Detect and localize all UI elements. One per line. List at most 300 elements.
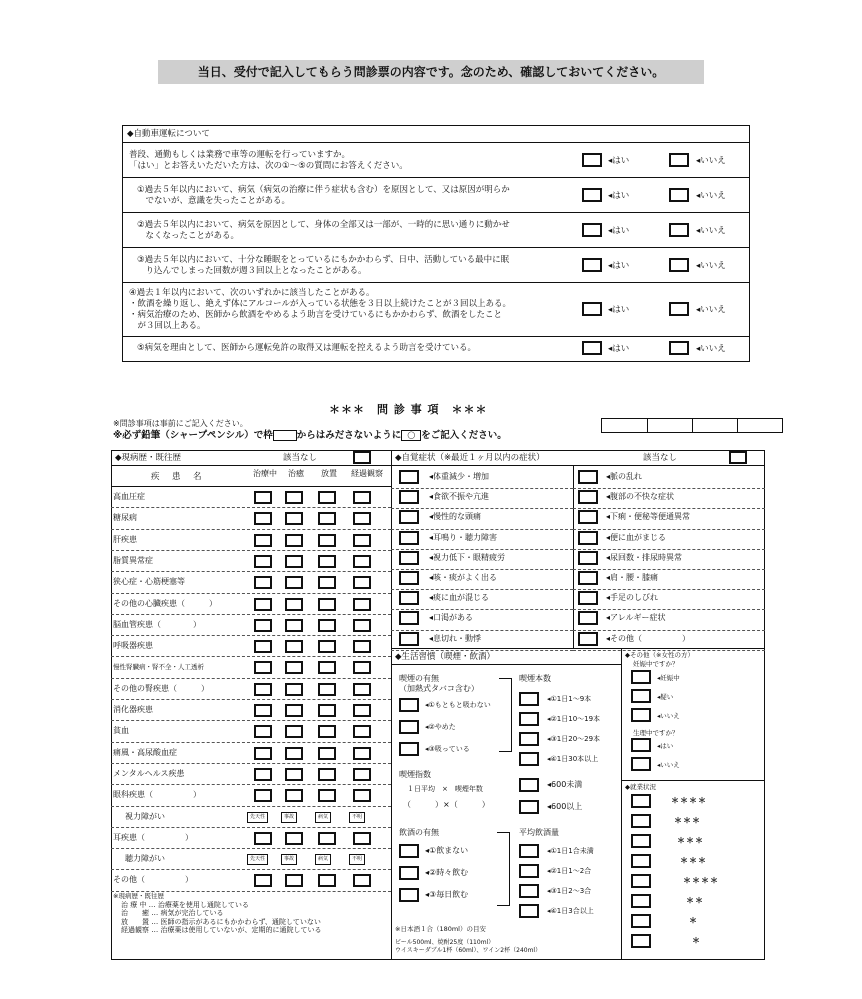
smoke-sub: （加熱式タバコ含む）: [399, 684, 479, 693]
driving-question: ③過去５年以内において、十分な睡眠をとっているにもかかわらず、日中、活動している最中に眠 り込んでしまった回数が週３回以上となったことがある。: [137, 254, 510, 276]
history-row-line: [111, 763, 391, 765]
disease-status-checkbox[interactable]: [353, 640, 371, 653]
symptom-row-line: [573, 589, 765, 591]
disease-status-checkbox[interactable]: [353, 768, 371, 781]
symptom-label: ◂慢性的な頭痛: [429, 512, 482, 522]
work-checkbox[interactable]: [631, 794, 651, 808]
id-divider: [647, 419, 648, 432]
disease-status-checkbox[interactable]: [318, 725, 336, 738]
driving-yes-checkbox[interactable]: [582, 153, 602, 167]
disease-status-checkbox[interactable]: [353, 747, 371, 760]
driving-question: ④過去１年以内において、次のいずれかに該当したことがある。 ・飲酒を繰り返し、絶えず体にアルコールが入っている状態を３日以上続けたことが３回以上ある。 ・病気治療のため、医師から飲酒をやめるよう助言を受けているにもかかわらず、飲酒をしたこと が３回以上ある。: [129, 288, 511, 331]
index-paren: （ ）×（ ）: [403, 800, 490, 809]
disease-status-checkbox[interactable]: [254, 874, 272, 887]
disease-status-checkbox[interactable]: [254, 789, 272, 802]
disease-name: 慢性腎臓病・腎不全・人工透析: [113, 663, 204, 672]
smoke-checkbox[interactable]: [399, 720, 419, 734]
symptom-row-line: [573, 630, 765, 632]
disease-status-checkbox[interactable]: [254, 747, 272, 760]
disease-status-checkbox[interactable]: [353, 555, 371, 568]
symptom-label: ◂食欲不振や亢進: [429, 492, 490, 502]
cause-option[interactable]: 病気: [315, 812, 331, 823]
drink-checkbox[interactable]: [399, 866, 419, 880]
disease-status-checkbox[interactable]: [318, 491, 336, 504]
col-divider: [391, 450, 392, 960]
driving-yes-checkbox[interactable]: [582, 223, 602, 237]
history-row-line: [111, 529, 391, 531]
history-row-line: [111, 720, 391, 722]
symptom-label: ◂アレルギー症状: [606, 613, 666, 623]
history-row-line: [111, 550, 391, 552]
symptom-checkbox[interactable]: [399, 490, 419, 504]
symptom-checkbox[interactable]: [399, 591, 419, 605]
symptom-bottom: [391, 648, 765, 649]
disease-status-checkbox[interactable]: [353, 619, 371, 632]
symptom-checkbox[interactable]: [578, 632, 598, 646]
disease-name: 呼吸器疾患: [113, 641, 153, 651]
disease-name: 狭心症・心筋梗塞等: [113, 577, 185, 587]
disease-name: 高血圧症: [113, 492, 145, 501]
amount-option: ◂③1日2～3合: [547, 887, 592, 895]
cause-option[interactable]: 先天性: [247, 854, 268, 865]
disease-status-checkbox[interactable]: [285, 874, 303, 887]
disease-status-checkbox[interactable]: [318, 747, 336, 760]
driving-section: [122, 125, 750, 362]
history-legend: [113, 892, 321, 935]
form-note-2b: からはみださないように: [296, 430, 402, 441]
driving-no-checkbox[interactable]: [669, 302, 689, 316]
index-formula: １日平均 × 喫煙年数: [407, 785, 483, 793]
disease-status-checkbox[interactable]: [318, 789, 336, 802]
legend-line: ※現病歴・既往歴: [113, 892, 164, 900]
work-checkbox[interactable]: [631, 854, 651, 868]
history-col-name: 疾 患 名: [151, 472, 204, 482]
history-row-line: [111, 869, 391, 871]
symptom-row-line: [573, 508, 765, 510]
smoke-option: ◂③吸っている: [425, 745, 470, 753]
work-option: ＊: [692, 936, 701, 945]
driving-yes-checkbox[interactable]: [582, 341, 602, 355]
symptom-label: ◂視力低下・眼精疲労: [429, 552, 506, 562]
disease-status-checkbox[interactable]: [318, 704, 336, 717]
disease-status-checkbox[interactable]: [285, 789, 303, 802]
disease-name: 脂質異常症: [113, 555, 153, 565]
work-checkbox[interactable]: [631, 934, 651, 948]
driving-yes-label: ◂はい: [608, 225, 630, 236]
disease-status-checkbox[interactable]: [353, 789, 371, 802]
disease-status-checkbox[interactable]: [285, 555, 303, 568]
form-note-1: ※問診事項は事前にご記入ください。: [113, 419, 248, 428]
amount-checkbox[interactable]: [519, 864, 539, 878]
disease-name: 痛風・高尿酸血症: [113, 747, 177, 757]
count-checkbox[interactable]: [519, 712, 539, 726]
symptom-label: ◂耳鳴り・聴力障害: [429, 532, 498, 542]
driving-yes-checkbox[interactable]: [582, 188, 602, 202]
cause-option[interactable]: 先天性: [247, 812, 268, 823]
index-title: 喫煙指数: [399, 770, 431, 779]
lifestyle-header: ◆生活習慣（喫煙・飲酒）: [395, 652, 496, 662]
driving-row: [123, 178, 749, 213]
disease-name: その他の心臓疾患（ ）: [113, 598, 217, 608]
disease-status-checkbox[interactable]: [285, 640, 303, 653]
drink-title: 飲酒の有無: [399, 828, 439, 837]
count-checkbox[interactable]: [519, 732, 539, 746]
disease-name: 糖尿病: [113, 513, 137, 523]
history-row-line: [111, 614, 391, 616]
work-header: ◆就業状況: [625, 783, 656, 791]
pregnancy-option: ◂妊娠中: [657, 674, 680, 682]
disease-status-checkbox[interactable]: [254, 640, 272, 653]
driving-question: 普段、通勤もしくは業務で車等の運転を行っていますか。 「はい」とお答えいただいた方は、次の①～⑤の質問にお答えください。: [129, 149, 408, 171]
pregnancy-option: ◂いいえ: [657, 712, 680, 720]
symptom-row-line: [573, 569, 765, 571]
count-title: 喫煙本数: [519, 674, 551, 683]
history-col-header: 経過観察: [351, 469, 383, 478]
history-row-line: [111, 593, 391, 595]
disease-status-checkbox[interactable]: [353, 491, 371, 504]
work-checkbox[interactable]: [631, 894, 651, 908]
symptom-checkbox[interactable]: [578, 611, 598, 625]
symptom-row-line: [573, 609, 765, 611]
symptom-label: ◂下痢・便秘等便通異常: [606, 512, 691, 522]
work-checkbox[interactable]: [631, 914, 651, 928]
symptom-checkbox[interactable]: [578, 470, 598, 484]
driving-yes-label: ◂はい: [608, 305, 630, 315]
work-option: ＊＊＊: [677, 836, 704, 845]
symptom-row-line: [573, 549, 765, 551]
symptom-checkbox[interactable]: [399, 571, 419, 585]
driving-no-checkbox[interactable]: [669, 258, 689, 272]
symptom-checkbox[interactable]: [578, 490, 598, 504]
legend-line: 治 癒 … 病気が完治している: [121, 909, 224, 917]
disease-status-checkbox[interactable]: [318, 619, 336, 632]
history-row-line: [111, 699, 391, 701]
id-number-box[interactable]: [601, 418, 783, 433]
disease-status-checkbox[interactable]: [254, 534, 272, 547]
history-row-line: [111, 571, 391, 573]
driving-no-checkbox[interactable]: [669, 188, 689, 202]
disease-status-checkbox[interactable]: [353, 874, 371, 887]
circle-sample-box: ◯: [401, 430, 421, 441]
alcohol-foot-2: ビール500ml、焼酎25度（110ml）: [395, 939, 495, 946]
driving-yes-label: ◂はい: [608, 155, 630, 166]
disease-status-checkbox[interactable]: [254, 725, 272, 738]
disease-name: 眼科疾患（ ）: [113, 790, 201, 800]
lifestyle-header-line: [391, 664, 621, 665]
legend-line: 治 療 中 … 治療薬を使用し通院している: [121, 900, 249, 909]
history-header-line: [111, 465, 391, 466]
history-row-line: [111, 678, 391, 680]
symptom-label: ◂便に血がまじる: [606, 532, 667, 542]
history-col-header: 放置: [321, 469, 337, 478]
driving-yes-checkbox[interactable]: [582, 302, 602, 316]
amount-checkbox[interactable]: [519, 884, 539, 898]
disease-name: 肝疾患: [113, 534, 137, 544]
symptom-label: ◂腹部の不快な症状: [606, 492, 675, 502]
women-header: ◆その他（※女性の方）: [625, 651, 694, 659]
symptom-checkbox[interactable]: [399, 551, 419, 565]
disease-status-checkbox[interactable]: [285, 768, 303, 781]
driving-question: ②過去５年以内において、病気を原因として、身体の全部又は一部が、一時的に思い通りに動かせ なくなったことがある。: [137, 219, 510, 241]
disease-status-checkbox[interactable]: [318, 512, 336, 525]
disease-status-checkbox[interactable]: [353, 576, 371, 589]
disease-status-checkbox[interactable]: [318, 768, 336, 781]
disease-name: 視力障がい: [125, 811, 165, 821]
driving-header: ◆自動車運転について: [123, 126, 749, 143]
disease-name: その他の腎疾患（ ）: [113, 683, 209, 693]
disease-status-checkbox[interactable]: [353, 598, 371, 611]
legend-line: 経過観察 … 治療薬は使用していないが、定期的に通院している: [121, 926, 322, 934]
disease-status-checkbox[interactable]: [318, 874, 336, 887]
history-row-line: [111, 656, 391, 658]
menstruation-checkbox[interactable]: [631, 757, 651, 771]
index-checkbox[interactable]: [519, 800, 539, 814]
driving-no-checkbox[interactable]: [669, 341, 689, 355]
women-bottom: [621, 780, 765, 781]
driving-yes-label: ◂はい: [608, 343, 630, 354]
symptom-checkbox[interactable]: [399, 470, 419, 484]
symptom-checkbox[interactable]: [578, 531, 598, 545]
form-note-2: [113, 430, 507, 441]
driving-no-label: ◂いいえ: [696, 225, 726, 236]
work-option: ＊＊＊＊: [683, 876, 719, 885]
count-checkbox[interactable]: [519, 752, 539, 766]
count-option: ◂③1日20～29本: [547, 735, 601, 743]
history-col-header: 治癒: [288, 469, 304, 478]
smoke-option: ◂②やめた: [425, 723, 456, 731]
disease-status-checkbox[interactable]: [254, 555, 272, 568]
driving-no-checkbox[interactable]: [669, 223, 689, 237]
symptom-label: ◂その他（ ）: [606, 633, 691, 643]
symptom-checkbox[interactable]: [578, 591, 598, 605]
index-option: ◂600以上: [547, 802, 583, 811]
cause-option[interactable]: 不明: [349, 854, 365, 865]
cause-option[interactable]: 事故: [281, 854, 297, 865]
id-divider: [692, 419, 693, 432]
alcohol-foot-1: ※日本酒１合（180ml）の目安: [395, 925, 486, 933]
driving-no-label: ◂いいえ: [696, 190, 726, 201]
symptom-checkbox[interactable]: [578, 510, 598, 524]
cause-option[interactable]: 事故: [281, 812, 297, 823]
drink-option: ◂①飲まない: [425, 846, 469, 855]
amount-option: ◂①1日1合未満: [547, 847, 594, 855]
symptom-row-line: [573, 488, 765, 490]
smoke-option: ◂①もともと吸わない: [425, 701, 491, 709]
disease-status-checkbox[interactable]: [318, 640, 336, 653]
frame-sample-box: [273, 430, 297, 441]
driving-no-label: ◂いいえ: [696, 343, 726, 354]
page-banner: 当日、受付で記入してもらう問診票の内容です。念のため、確認しておいてください。: [158, 60, 704, 84]
disease-status-checkbox[interactable]: [353, 661, 371, 674]
symptom-checkbox[interactable]: [399, 611, 419, 625]
disease-status-checkbox[interactable]: [353, 725, 371, 738]
smoke-checkbox[interactable]: [399, 698, 419, 712]
disease-status-checkbox[interactable]: [285, 747, 303, 760]
symptom-checkbox[interactable]: [399, 531, 419, 545]
disease-status-checkbox[interactable]: [318, 555, 336, 568]
work-checkbox[interactable]: [631, 874, 651, 888]
disease-status-checkbox[interactable]: [254, 832, 272, 845]
disease-status-checkbox[interactable]: [254, 661, 272, 674]
disease-status-checkbox[interactable]: [318, 832, 336, 845]
disease-status-checkbox[interactable]: [285, 704, 303, 717]
symptom-label: ◂息切れ・動悸: [429, 633, 482, 643]
symptom-none-checkbox[interactable]: [729, 451, 747, 464]
symptom-none-label: 該当なし: [643, 453, 678, 463]
history-header: ◆現病歴・既往歴: [115, 453, 182, 463]
women-q2: 生理中ですか？: [633, 729, 679, 737]
smoke-title: 喫煙の有無: [399, 674, 439, 683]
count-option: ◂④1日30本以上: [547, 755, 599, 763]
disease-status-checkbox[interactable]: [285, 683, 303, 696]
disease-status-checkbox[interactable]: [254, 704, 272, 717]
drink-option: ◂③毎日飲む: [425, 890, 469, 899]
disease-status-checkbox[interactable]: [353, 512, 371, 525]
history-none-label: 該当なし: [283, 453, 318, 463]
disease-status-checkbox[interactable]: [353, 704, 371, 717]
disease-name: メンタルヘルス疾患: [113, 768, 185, 778]
disease-status-checkbox[interactable]: [318, 534, 336, 547]
medical-questionnaire: [111, 403, 765, 958]
disease-status-checkbox[interactable]: [254, 619, 272, 632]
disease-status-checkbox[interactable]: [318, 661, 336, 674]
disease-status-checkbox[interactable]: [285, 576, 303, 589]
history-row-line: [111, 507, 391, 509]
disease-status-checkbox[interactable]: [254, 512, 272, 525]
index-option: ◂600未満: [547, 780, 583, 789]
symptom-label: ◂脈の乱れ: [606, 472, 643, 481]
amount-title: 平均飲酒量: [519, 828, 559, 837]
driving-question: ①過去５年以内において、病気（病気の治療に伴う症状も含む）を原因として、又は原因が明らか でないが、意識を失ったことがある。: [137, 184, 510, 206]
disease-status-checkbox[interactable]: [353, 832, 371, 845]
drink-checkbox[interactable]: [399, 888, 419, 902]
disease-status-checkbox[interactable]: [318, 576, 336, 589]
disease-name: 貧血: [113, 726, 129, 736]
driving-row: [123, 248, 749, 283]
amount-option: ◂②1日1～2合: [547, 867, 592, 875]
cause-option[interactable]: 病気: [315, 854, 331, 865]
id-divider: [737, 419, 738, 432]
menstruation-option: ◂いいえ: [657, 761, 680, 769]
index-checkbox[interactable]: [519, 778, 539, 792]
disease-status-checkbox[interactable]: [285, 491, 303, 504]
disease-status-checkbox[interactable]: [353, 534, 371, 547]
driving-no-checkbox[interactable]: [669, 153, 689, 167]
drink-option: ◂②時々飲む: [425, 868, 469, 877]
history-row-line: [111, 635, 391, 637]
history-colhead-line: [111, 486, 391, 487]
disease-status-checkbox[interactable]: [318, 598, 336, 611]
symptom-header-line: [391, 465, 765, 466]
col-divider-2: [621, 648, 622, 960]
disease-status-checkbox[interactable]: [285, 832, 303, 845]
disease-status-checkbox[interactable]: [254, 768, 272, 781]
symptom-label: ◂手足のしびれ: [606, 593, 659, 603]
history-row-line: [111, 827, 391, 829]
work-option: ＊: [689, 916, 698, 925]
disease-status-checkbox[interactable]: [285, 725, 303, 738]
cause-option[interactable]: 不明: [349, 812, 365, 823]
form-title: ＊＊＊ 問 診 事 項 ＊＊＊: [329, 403, 488, 416]
driving-yes-label: ◂はい: [608, 260, 630, 271]
disease-name: 耳疾患（ ）: [113, 832, 193, 842]
disease-status-checkbox[interactable]: [254, 576, 272, 589]
work-option: ＊＊＊: [674, 816, 701, 825]
symptom-header: ◆自覚症状（※最近１ヶ月以内の症状）: [395, 453, 545, 463]
count-checkbox[interactable]: [519, 692, 539, 706]
menstruation-option: ◂はい: [657, 742, 674, 750]
driving-question: ⑤病気を理由として、医師から運転免許の取得又は運転を控えるよう助言を受けている。: [137, 343, 476, 353]
menstruation-checkbox[interactable]: [631, 738, 651, 752]
work-option: ＊＊＊＊: [671, 796, 707, 805]
driving-yes-checkbox[interactable]: [582, 258, 602, 272]
disease-status-checkbox[interactable]: [285, 661, 303, 674]
disease-status-checkbox[interactable]: [318, 683, 336, 696]
legend-line: 放 置 … 医師の指示があるにもかかわらず、通院していない: [121, 917, 321, 926]
work-checkbox[interactable]: [631, 834, 651, 848]
count-option: ◂①1日1～9本: [547, 695, 592, 703]
pregnancy-checkbox[interactable]: [631, 689, 651, 703]
symptom-label: ◂痰に血が混じる: [429, 593, 490, 603]
symptom-label: ◂口渇がある: [429, 613, 474, 623]
pregnancy-option: ◂疑い: [657, 693, 674, 701]
history-row-line: [111, 784, 391, 786]
count-option: ◂②1日10～19本: [547, 715, 601, 723]
disease-status-checkbox[interactable]: [285, 598, 303, 611]
disease-status-checkbox[interactable]: [254, 598, 272, 611]
symptom-checkbox[interactable]: [578, 551, 598, 565]
alcohol-foot-3: ウイスキーダブル1杯（60ml）、ワイン2杯（240ml）: [395, 947, 542, 954]
drink-bracket: [497, 832, 510, 906]
history-col-header: 治療中: [253, 469, 277, 478]
driving-yes-label: ◂はい: [608, 190, 630, 201]
disease-status-checkbox[interactable]: [254, 491, 272, 504]
history-row-line: [111, 742, 391, 744]
pregnancy-checkbox[interactable]: [631, 708, 651, 722]
amount-checkbox[interactable]: [519, 904, 539, 918]
driving-row: [123, 337, 749, 360]
pregnancy-checkbox[interactable]: [631, 670, 651, 684]
disease-status-checkbox[interactable]: [254, 683, 272, 696]
smoke-bracket: [499, 678, 512, 752]
history-none-checkbox[interactable]: [353, 451, 371, 464]
symptom-checkbox[interactable]: [578, 571, 598, 585]
disease-status-checkbox[interactable]: [285, 534, 303, 547]
driving-no-label: ◂いいえ: [696, 305, 726, 315]
work-checkbox[interactable]: [631, 814, 651, 828]
drink-checkbox[interactable]: [399, 844, 419, 858]
symptom-label: ◂肩・腰・膝痛: [606, 573, 659, 582]
work-option: ＊＊＊: [680, 856, 707, 865]
disease-name: その他（ ）: [113, 875, 193, 885]
disease-status-checkbox[interactable]: [285, 619, 303, 632]
amount-option: ◂④1日3合以上: [547, 907, 594, 915]
driving-row: [123, 283, 749, 337]
disease-status-checkbox[interactable]: [353, 683, 371, 696]
symptom-checkbox[interactable]: [399, 632, 419, 646]
driving-row: [123, 143, 749, 178]
amount-checkbox[interactable]: [519, 844, 539, 858]
symptom-checkbox[interactable]: [399, 510, 419, 524]
form-note-2a: ※必ず鉛筆（シャープペンシル）で枠: [113, 430, 273, 441]
smoke-checkbox[interactable]: [399, 742, 419, 756]
symptom-row-line: [573, 529, 765, 531]
symptom-label: ◂体重減少・増加: [429, 472, 490, 481]
history-row-line: [111, 806, 391, 808]
symptom-divider: [573, 465, 574, 648]
symptom-label: ◂尿回数・排尿時異常: [606, 552, 683, 562]
disease-status-checkbox[interactable]: [285, 512, 303, 525]
